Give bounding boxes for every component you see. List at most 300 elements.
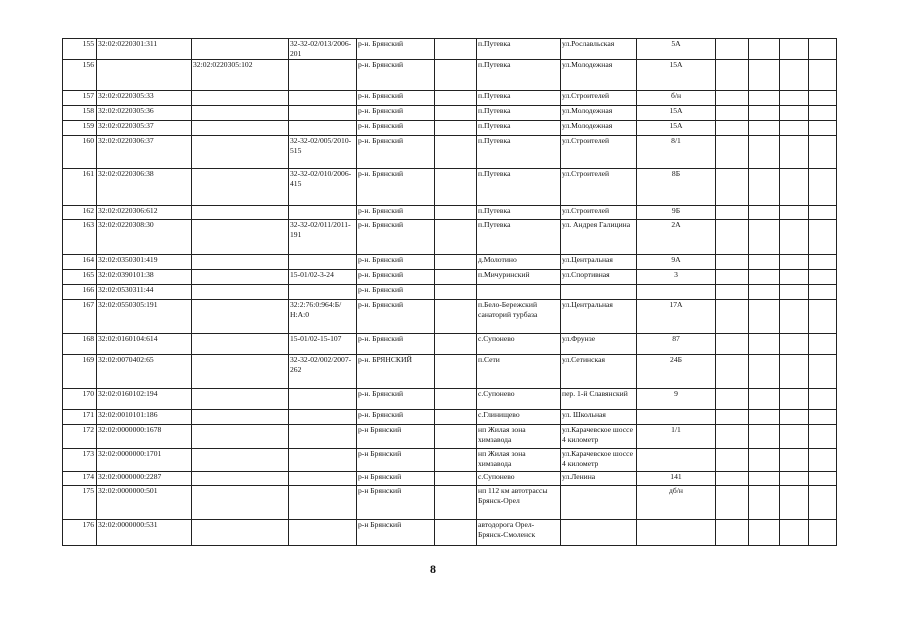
page-number: 8 [430,562,436,576]
previous-cadastral-number-cell [192,205,289,219]
blank-cell-cell [435,90,477,105]
street-cell: ул.Центральная [561,299,637,333]
cadastral-number-cell: 32:02:0000000:531 [97,519,192,545]
cadastral-number-cell: 32:02:0220305:36 [97,105,192,120]
house-number-cell: 8/1 [637,135,716,168]
previous-cadastral-number-cell [192,388,289,409]
table-row [63,388,837,409]
table-row [63,471,837,485]
empty-cell [749,135,780,168]
empty-cell [716,299,749,333]
empty-cell [780,120,809,135]
empty-cell [780,299,809,333]
row-number-cell: 157 [63,90,97,105]
empty-cell [809,299,837,333]
blank-cell-cell [435,284,477,299]
blank-cell-cell [435,333,477,354]
empty-cell [809,59,837,90]
empty-cell [749,120,780,135]
house-number-cell: 17А [637,299,716,333]
empty-cell [749,168,780,205]
empty-cell [749,299,780,333]
previous-cadastral-number-cell [192,254,289,269]
registration-number-cell: 32-32-02/002/2007-262 [289,354,357,388]
street-cell: ул.Сетинская [561,354,637,388]
empty-cell [749,333,780,354]
locality-cell: п.Путевка [477,205,561,219]
row-number-cell: 169 [63,354,97,388]
registration-number-cell [289,424,357,448]
registration-number-cell [289,105,357,120]
house-number-cell [637,284,716,299]
street-cell: пер. 1-й Славянский [561,388,637,409]
district-cell: р-н. Брянский [357,269,435,284]
district-cell: р-н. Брянский [357,168,435,205]
table-row [63,168,837,205]
cadastral-number-cell: 32:02:0220306:38 [97,168,192,205]
table-row [63,205,837,219]
locality-cell: п.Путевка [477,120,561,135]
previous-cadastral-number-cell [192,299,289,333]
empty-cell [780,354,809,388]
empty-cell [809,354,837,388]
empty-cell [716,254,749,269]
street-cell: ул.Ленина [561,471,637,485]
empty-cell [716,168,749,205]
empty-cell [809,448,837,471]
empty-cell [749,354,780,388]
cadastral-number-cell: 32:02:0220301:311 [97,39,192,60]
blank-cell-cell [435,354,477,388]
blank-cell-cell [435,299,477,333]
locality-cell: п.Бело-Бережский санаторий турбаза [477,299,561,333]
empty-cell [749,471,780,485]
blank-cell-cell [435,409,477,424]
district-cell: р-н. Брянский [357,90,435,105]
street-cell: ул.Строителей [561,205,637,219]
house-number-cell [637,448,716,471]
empty-cell [780,59,809,90]
house-number-cell: 15А [637,59,716,90]
row-number-cell: 155 [63,39,97,60]
registration-number-cell [289,448,357,471]
blank-cell-cell [435,519,477,545]
empty-cell [716,485,749,519]
district-cell: р-н Брянский [357,485,435,519]
empty-cell [716,448,749,471]
locality-cell: п.Путевка [477,59,561,90]
locality-cell: нп 112 км автотрассы Брянск-Орел [477,485,561,519]
blank-cell-cell [435,269,477,284]
cadastral-number-cell: 32:02:0000000:1701 [97,448,192,471]
row-number-cell: 175 [63,485,97,519]
house-number-cell: 5А [637,39,716,60]
house-number-cell: 9А [637,254,716,269]
previous-cadastral-number-cell: 32:02:0220305:102 [192,59,289,90]
empty-cell [749,219,780,254]
row-number-cell: 162 [63,205,97,219]
empty-cell [809,105,837,120]
cadastral-number-cell: 32:02:0390101:38 [97,269,192,284]
empty-cell [716,333,749,354]
locality-cell: с.Супонево [477,333,561,354]
house-number-cell: 24Б [637,354,716,388]
cadastral-number-cell: 32:02:0000000:501 [97,485,192,519]
street-cell: ул.Фрунзе [561,333,637,354]
district-cell: р-н Брянский [357,519,435,545]
district-cell: р-н. Брянский [357,59,435,90]
empty-cell [780,485,809,519]
district-cell: р-н. Брянский [357,409,435,424]
empty-cell [716,471,749,485]
table-row [63,39,837,60]
empty-cell [716,409,749,424]
cadastral-number-cell: 32:02:0550305:191 [97,299,192,333]
empty-cell [749,519,780,545]
cadastral-number-cell: 32:02:0350301:419 [97,254,192,269]
street-cell [561,485,637,519]
registration-number-cell [289,485,357,519]
street-cell [561,519,637,545]
district-cell: р-н. Брянский [357,219,435,254]
empty-cell [749,39,780,60]
table-row [63,59,837,90]
table-row [63,485,837,519]
district-cell: р-н. БРЯНСКИЙ [357,354,435,388]
empty-cell [809,485,837,519]
empty-cell [716,39,749,60]
street-cell [561,284,637,299]
district-cell: р-н. Брянский [357,333,435,354]
row-number-cell: 163 [63,219,97,254]
street-cell: ул.Карачевское шоссе 4 километр [561,424,637,448]
blank-cell-cell [435,254,477,269]
previous-cadastral-number-cell [192,485,289,519]
row-number-cell: 167 [63,299,97,333]
previous-cadastral-number-cell [192,120,289,135]
empty-cell [809,269,837,284]
district-cell: р-н. Брянский [357,388,435,409]
previous-cadastral-number-cell [192,219,289,254]
district-cell: р-н. Брянский [357,299,435,333]
locality-cell: д.Молотино [477,254,561,269]
house-number-cell: 1/1 [637,424,716,448]
locality-cell: с.Глинищево [477,409,561,424]
previous-cadastral-number-cell [192,135,289,168]
locality-cell: нп Жилая зона химзавода [477,424,561,448]
house-number-cell [637,519,716,545]
registration-number-cell: 32-32-02/013/2006-201 [289,39,357,60]
house-number-cell: б/н [637,90,716,105]
previous-cadastral-number-cell [192,284,289,299]
previous-cadastral-number-cell [192,90,289,105]
row-number-cell: 165 [63,269,97,284]
empty-cell [809,519,837,545]
row-number-cell: 173 [63,448,97,471]
cadastral-number-cell: 32:02:0220305:33 [97,90,192,105]
locality-cell: нп Жилая зона химзавода [477,448,561,471]
empty-cell [749,90,780,105]
cadastral-number-cell: 32:02:0070402:65 [97,354,192,388]
empty-cell [809,135,837,168]
house-number-cell: 87 [637,333,716,354]
table-row [63,333,837,354]
locality-cell: автодорога Орел-Брянск-Смоленск [477,519,561,545]
empty-cell [749,269,780,284]
district-cell: р-н Брянский [357,448,435,471]
empty-cell [716,284,749,299]
empty-cell [809,471,837,485]
empty-cell [809,284,837,299]
house-number-cell: дб/н [637,485,716,519]
empty-cell [749,388,780,409]
table-row [63,299,837,333]
blank-cell-cell [435,168,477,205]
blank-cell-cell [435,59,477,90]
table-row [63,424,837,448]
empty-cell [809,120,837,135]
previous-cadastral-number-cell [192,168,289,205]
empty-cell [780,284,809,299]
cadastral-number-cell: 32:02:0220306:37 [97,135,192,168]
empty-cell [780,105,809,120]
empty-cell [780,388,809,409]
row-number-cell: 168 [63,333,97,354]
cadastral-number-cell: 32:02:0220305:37 [97,120,192,135]
cadastral-number-cell: 32:02:0000000:1678 [97,424,192,448]
empty-cell [809,409,837,424]
table-row [63,120,837,135]
registration-number-cell: 32-32-02/010/2006-415 [289,168,357,205]
house-number-cell: 141 [637,471,716,485]
table-row [63,448,837,471]
cadastral-number-cell: 32:02:0010101:186 [97,409,192,424]
previous-cadastral-number-cell [192,39,289,60]
empty-cell [780,205,809,219]
empty-cell [749,254,780,269]
house-number-cell [637,409,716,424]
district-cell: р-н. Брянский [357,39,435,60]
district-cell: р-н. Брянский [357,120,435,135]
registration-number-cell [289,205,357,219]
empty-cell [809,333,837,354]
row-number-cell: 161 [63,168,97,205]
street-cell: ул. Андрея Галицина [561,219,637,254]
table-row [63,284,837,299]
street-cell: ул.Центральная [561,254,637,269]
registration-number-cell [289,254,357,269]
street-cell: ул.Молодежная [561,59,637,90]
empty-cell [716,519,749,545]
empty-cell [749,105,780,120]
previous-cadastral-number-cell [192,448,289,471]
previous-cadastral-number-cell [192,354,289,388]
table-row [63,105,837,120]
row-number-cell: 164 [63,254,97,269]
locality-cell: п.Путевка [477,219,561,254]
locality-cell: п.Путевка [477,168,561,205]
empty-cell [749,448,780,471]
registration-number-cell: 15-01/02-3-24 [289,269,357,284]
row-number-cell: 176 [63,519,97,545]
table-row [63,519,837,545]
empty-cell [780,39,809,60]
empty-cell [749,284,780,299]
registration-number-cell [289,388,357,409]
cadastral-number-cell: 32:02:0220308:30 [97,219,192,254]
district-cell: р-н. Брянский [357,105,435,120]
empty-cell [749,485,780,519]
empty-cell [716,354,749,388]
row-number-cell: 158 [63,105,97,120]
empty-cell [749,424,780,448]
locality-cell: п.Мичуринский [477,269,561,284]
empty-cell [749,59,780,90]
locality-cell: с.Супонево [477,471,561,485]
empty-cell [780,254,809,269]
locality-cell: п.Путевка [477,39,561,60]
empty-cell [716,219,749,254]
street-cell: ул.Рославльская [561,39,637,60]
empty-cell [780,333,809,354]
cadastral-number-cell: 32:02:0160104:614 [97,333,192,354]
district-cell: р-н Брянский [357,424,435,448]
empty-cell [716,135,749,168]
registry-table [62,38,837,546]
empty-cell [809,219,837,254]
registration-number-cell: 15-01/02-15-107 [289,333,357,354]
locality-cell: с.Супонево [477,388,561,409]
previous-cadastral-number-cell [192,333,289,354]
registration-number-cell: 32:2:76:0:964:Б/Н:А:0 [289,299,357,333]
empty-cell [780,424,809,448]
row-number-cell: 160 [63,135,97,168]
empty-cell [780,90,809,105]
registration-number-cell: 32-32-02/005/2010-515 [289,135,357,168]
empty-cell [780,471,809,485]
empty-cell [809,424,837,448]
empty-cell [716,269,749,284]
row-number-cell: 172 [63,424,97,448]
house-number-cell: 2А [637,219,716,254]
empty-cell [780,269,809,284]
row-number-cell: 170 [63,388,97,409]
registration-number-cell [289,120,357,135]
cadastral-number-cell [97,59,192,90]
locality-cell [477,284,561,299]
empty-cell [809,90,837,105]
house-number-cell: 9 [637,388,716,409]
empty-cell [749,205,780,219]
blank-cell-cell [435,485,477,519]
locality-cell: п.Путевка [477,90,561,105]
cadastral-number-cell: 32:02:0000000:2287 [97,471,192,485]
registration-number-cell [289,59,357,90]
street-cell: ул.Спортивная [561,269,637,284]
blank-cell-cell [435,471,477,485]
district-cell: р-н. Брянский [357,284,435,299]
previous-cadastral-number-cell [192,105,289,120]
house-number-cell: 3 [637,269,716,284]
empty-cell [716,120,749,135]
empty-cell [780,519,809,545]
empty-cell [749,409,780,424]
empty-cell [780,448,809,471]
table-row [63,90,837,105]
table-row [63,354,837,388]
blank-cell-cell [435,205,477,219]
locality-cell: п.Путевка [477,135,561,168]
blank-cell-cell [435,219,477,254]
blank-cell-cell [435,120,477,135]
registration-number-cell [289,409,357,424]
district-cell: р-н. Брянский [357,205,435,219]
previous-cadastral-number-cell [192,409,289,424]
registration-number-cell [289,519,357,545]
blank-cell-cell [435,105,477,120]
street-cell: ул. Школьная [561,409,637,424]
street-cell: ул.Молодежная [561,120,637,135]
empty-cell [809,39,837,60]
registration-number-cell [289,471,357,485]
blank-cell-cell [435,388,477,409]
row-number-cell: 166 [63,284,97,299]
empty-cell [780,219,809,254]
empty-cell [809,168,837,205]
registration-number-cell [289,90,357,105]
table-row [63,135,837,168]
cadastral-number-cell: 32:02:0160102:194 [97,388,192,409]
house-number-cell: 8Б [637,168,716,205]
empty-cell [809,254,837,269]
cadastral-number-cell: 32:02:0530311:44 [97,284,192,299]
street-cell: ул.Строителей [561,90,637,105]
house-number-cell: 15А [637,105,716,120]
empty-cell [780,409,809,424]
blank-cell-cell [435,424,477,448]
empty-cell [809,388,837,409]
blank-cell-cell [435,39,477,60]
street-cell: ул.Строителей [561,135,637,168]
row-number-cell: 156 [63,59,97,90]
table-row [63,269,837,284]
street-cell: ул.Строителей [561,168,637,205]
house-number-cell: 15А [637,120,716,135]
previous-cadastral-number-cell [192,424,289,448]
empty-cell [780,135,809,168]
street-cell: ул.Молодежная [561,105,637,120]
previous-cadastral-number-cell [192,269,289,284]
empty-cell [809,205,837,219]
registration-number-cell [289,284,357,299]
previous-cadastral-number-cell [192,471,289,485]
empty-cell [716,90,749,105]
previous-cadastral-number-cell [192,519,289,545]
row-number-cell: 171 [63,409,97,424]
street-cell: ул.Карачевское шоссе 4 километр [561,448,637,471]
row-number-cell: 159 [63,120,97,135]
blank-cell-cell [435,448,477,471]
empty-cell [716,424,749,448]
empty-cell [716,105,749,120]
empty-cell [780,168,809,205]
blank-cell-cell [435,135,477,168]
locality-cell: п.Путевка [477,105,561,120]
cadastral-number-cell: 32:02:0220306:612 [97,205,192,219]
locality-cell: п.Сети [477,354,561,388]
district-cell: р-н. Брянский [357,254,435,269]
district-cell: р-н. Брянский [357,135,435,168]
